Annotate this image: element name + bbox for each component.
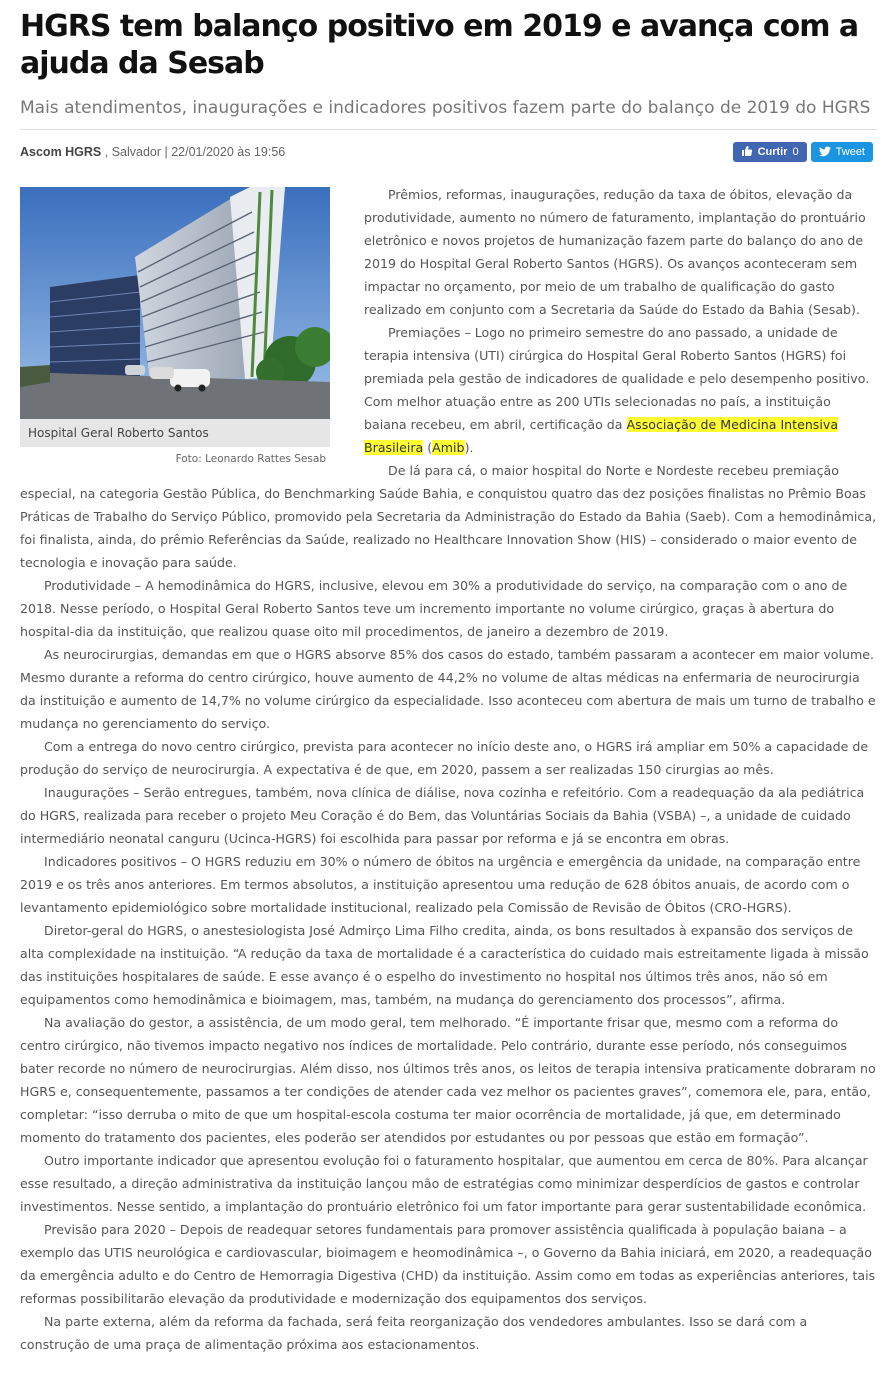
paragraph-13: Na parte externa, além da reforma da fachada, será feita reorganização dos vendedores ambulantes. Isso se dará com a construção de uma praça de alimentação próxima aos estacionamentos. [20, 1314, 808, 1352]
hospital-photo [20, 187, 330, 419]
paragraph-5: As neurocirurgias, demandas em que o HGRS absorve 85% dos casos do estado, também passaram a acontecer em maior volume. Mesmo durante a reforma do centro cirúrgico, houve aumento de 44,2% no volume de altas médicas na enfermaria de neurocirurgia da instituição e aumento de 14,7% no volume cirúrgico da especialidade. Isso aconteceu com abertura de mais um turno de trabalho e mudança no gerenciamento do serviço. [20, 647, 876, 731]
like-label: Curtir [757, 146, 788, 158]
highlight-amib-acronym: Amib [432, 440, 465, 455]
author-name: Ascom HGRS [20, 145, 102, 159]
paragraph-10: Na avaliação do gestor, a assistência, de um modo geral, tem melhorado. “É importante frisar que, mesmo com a reforma do centro cirúrgico, não tivemos impacto negativo nos índices de mortalidade. Pelo contrário, durante esse período, nós conseguimos bater recorde no número de neurocirurgias. Além disso, nos últimos três anos, os leitos de terapia intensiva praticamente dobraram no HGRS e, consequentemente, passamos a ter condições de atender cada vez melhor os pacientes graves”, comemora ele, para, então, completar: “isso derruba o mito de que um hospital-escola costuma ter maior ocorrência de mortalidade, já que, em determinado momento do tratamento dos pacientes, eles poderão ser atendidos por estudantes ou por pessoas que estão em formação”. [20, 1015, 876, 1145]
p2-text-end: ). [464, 440, 474, 455]
paragraph-8: Indicadores positivos – O HGRS reduziu em 30% o número de óbitos na urgência e emergência da unidade, na comparação entre 2019 e os três anos anteriores. Em termos absolutos, a instituição apresentou uma redução de 628 óbitos anuais, de acordo com o levantamento epidemiológico sobre mortalidade institucional, realizado pela Comissão de Revisão de Óbitos (CRO-HGRS). [20, 854, 861, 915]
paragraph-7: Inaugurações – Serão entregues, também, nova clínica de diálise, nova cozinha e refeitório. Com a readequação da ala pediátrica do HGRS, realizada para receber o projeto Meu Coração é do Bem, das Voluntárias Sociais da Bahia (VSBA) –, a unidade de cuidado intermediário neonatal canguru (Ucinca-HGRS) foi escolhida para passar por reforma e já se encontra em obras. [20, 785, 865, 846]
p2-text-mid: ( [423, 440, 433, 455]
paragraph-3: De lá para cá, o maior hospital do Norte e Nordeste recebeu premiação especial, na categoria Gestão Pública, do Benchmarking Saúde Bahia, e conquistou quatro das dez posições finalistas no Prêmio Boas Práticas de Trabalho do Serviço Público, promovido pela Secretaria da Administração do Estado da Bahia (Saeb). Com a hemodinâmica, foi finalista, ainda, do prêmio Referências da Saúde, realizado no Healthcare Innovation Show (HIS) – considerado o maior evento de tecnologia e inovação para saúde. [20, 463, 877, 570]
paragraph-6: Com a entrega do novo centro cirúrgico, prevista para acontecer no início deste ano, o HGRS irá ampliar em 50% a capacidade de produção do serviço de neurocirurgia. A expectativa é de que, em 2020, passem a ser realizadas 150 cirurgias ao mês. [20, 739, 869, 777]
facebook-like-button[interactable] [733, 142, 807, 162]
paragraph-12: Previsão para 2020 – Depois de readequar setores fundamentais para promover assistência qualificada à população baiana – a exemplo das UTIS neurológica e cardiovascular, bioimagem e heomodinâmica –, o Governo da Bahia iniciará, em 2020, a readequação da emergência adulto e do Centro de Hemorragia Digestiva (CHD) da instituição. Assim como em todas as experiências anteriores, tais reformas possibilitarão elevação da produtividade e modernização dos equipamentos dos serviços. [20, 1222, 876, 1306]
header-divider [20, 129, 877, 130]
location-date: , Salvador | 22/01/2020 às 19:56 [101, 145, 286, 159]
thumbs-up-icon [741, 145, 753, 159]
photo-credit: Foto: Leonardo Rattes Sesab [175, 453, 326, 465]
figure-caption: Hospital Geral Roberto Santos [20, 419, 330, 447]
article-figure [20, 187, 330, 467]
like-count: 0 [792, 146, 799, 158]
paragraph-4: Produtividade – A hemodinâmica do HGRS, inclusive, elevou em 30% a produtividade do serviço, na comparação com o ano de 2018. Nesse período, o Hospital Geral Roberto Santos teve um incremento importante no volume cirúrgico, graças à abertura do hospital-dia da instituição, que realizou quase oito mil procedimentos, de janeiro a dezembro de 2019. [20, 578, 848, 639]
tweet-label: Tweet [835, 146, 865, 158]
paragraph-1: Prêmios, reformas, inaugurações, redução da taxa de óbitos, elevação da produtividade, aumento no número de faturamento, implantação do prontuário eletrônico e novos projetos de humanização fazem parte do balanço do ano de 2019 do Hospital Geral Roberto Santos (HGRS). Os avanços aconteceram sem impactar no orçamento, por meio de um trabalho de qualificação do gasto realizado em conjunto com a Secretaria da Saúde do Estado da Bahia (Sesab). [364, 187, 866, 317]
paragraph-11: Outro importante indicador que apresentou evolução foi o faturamento hospitalar, que aumentou em cerca de 80%. Para alcançar esse resultado, a direção administrativa da instituição lançou mão de estratégias como minimizar desperdícios de gastos e controlar investimentos. Nesse sentido, a implantação do prontuário eletrônico foi um fator importante para gerar sustentabilidade econômica. [20, 1153, 868, 1214]
twitter-bird-icon [819, 146, 831, 159]
p2-text-start: Premiações – Logo no primeiro semestre do ano passado, a unidade de terapia intensiva (UTI) cirúrgica do Hospital Geral Roberto Santos (HGRS) foi premiada pela gestão de indicadores de qualidade e pelo desempenho positivo. Com melhor atuação entre as 200 UTIs selecionadas no país, a instituição baiana recebeu, em abril, certificação da [364, 325, 870, 432]
article-body [20, 183, 877, 1356]
article-page [20, 8, 877, 1356]
article-subtitle: Mais atendimentos, inaugurações e indicadores positivos fazem parte do balanço de 2019 do HGRS [20, 98, 871, 118]
paragraph-9: Diretor-geral do HGRS, o anestesiologista José Admirço Lima Filho credita, ainda, os bons resultados à expansão dos serviços de alta complexidade na instituição. “A redução da taxa de mortalidade é a característica do cuidado mais estreitamente ligada à missão das instituições hospitalares de saúde. E esse avanço é o espelho do investimento no hospital nos últimos três anos, não só em equipamentos como hemodinâmica e bioimagem, mas, também, na mudança do gerenciamento dos processos”, afirma. [20, 923, 869, 1007]
article-title: HGRS tem balanço positivo em 2019 e avança com a ajuda da Sesab [20, 9, 859, 81]
highlight-amib-name: Associação de Medicina Intensiva Brasileira [364, 417, 839, 455]
share-buttons [733, 142, 873, 162]
byline [20, 141, 877, 163]
tweet-button[interactable] [811, 142, 873, 162]
